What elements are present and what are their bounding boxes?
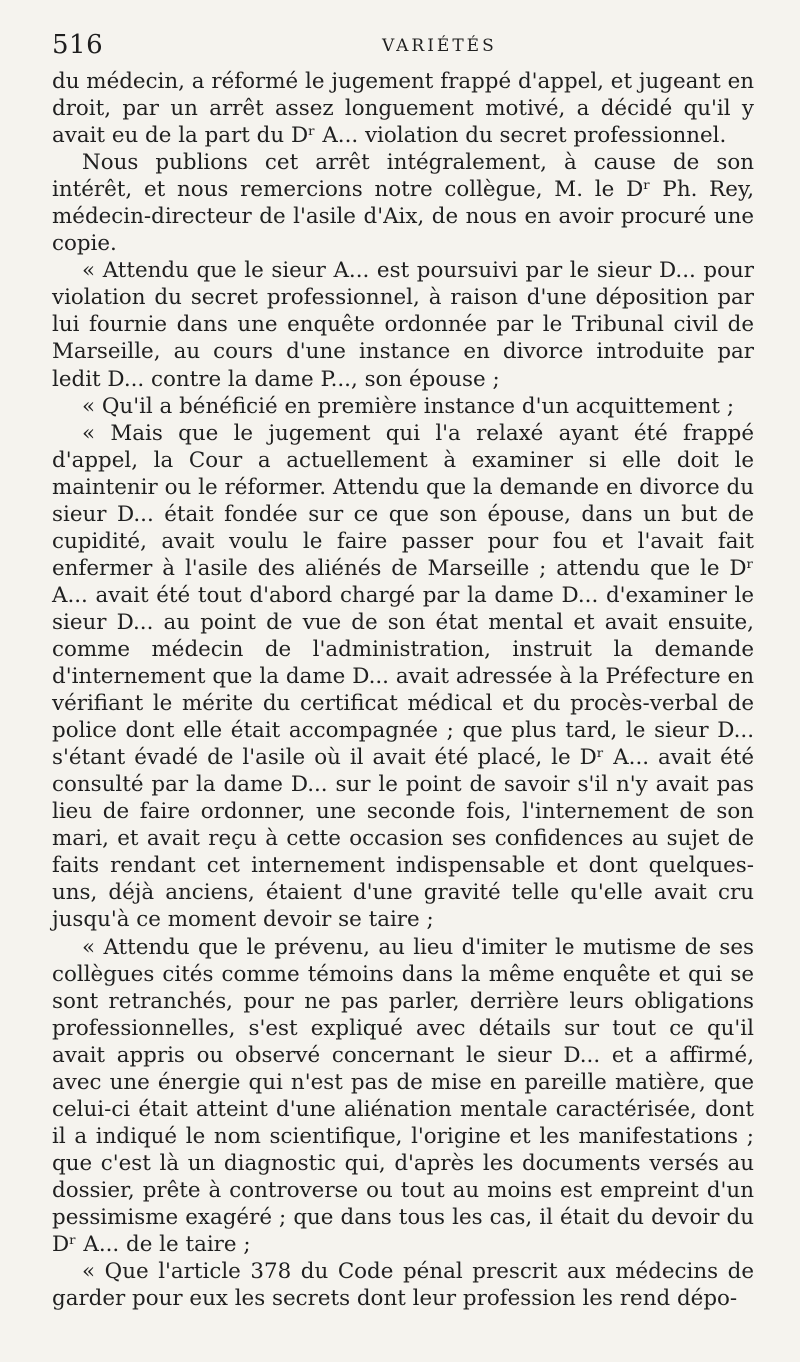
page-number: 516	[52, 30, 104, 60]
paragraph: « Qu'il a bénéficié en première instance d'un acquittement ;	[82, 393, 735, 419]
paragraph: « Que l'article 378 du Code pénal prescrit aux médecins de garder pour eux les secrets dont leur profession les rend dépo-	[52, 1259, 754, 1312]
paragraph: « Attendu que le sieur A... est poursuivi par le sieur D... pour violation du secret professionnel, à raison d'une déposition par lui fournie dans une enquête ordonnée par le Tribunal civil de Marseille, au cours d'une instance en divorce introduite par ledit D... contre la dame P..., son épouse ;	[52, 258, 754, 392]
body-text	[52, 68, 754, 1312]
paragraph: du médecin, a réformé le jugement frappé d'appel, et jugeant en droit, par un arrêt assez longuement motivé, a décidé qu'il y avait eu de la part du Dʳ A... violation du secret professionnel.	[52, 69, 754, 149]
paragraph: Nous publions cet arrêt intégralement, à cause de son intérêt, et nous remercions notre collègue, M. le Dʳ Ph. Rey, médecin-directeur de l'asile d'Aix, de nous en avoir procuré une copie.	[52, 150, 754, 257]
page-header	[52, 30, 752, 64]
running-head: VARIÉTÉS	[382, 36, 497, 56]
paragraph: « Attendu que le prévenu, au lieu d'imiter le mutisme de ses collègues cités comme témoins dans la même enquête et qui se sont retranchés, pour ne pas parler, derrière leurs obligations professionnelles, s'est expliqué avec détails sur tout ce qu'il avait appris ou observé concernant le sieur D... et a affirmé, avec une énergie qui n'est pas de mise en pareille matière, que celui-ci était atteint d'une aliénation mentale caractérisée, dont il a indiqué le nom scientifique, l'origine et les manifestations ; que c'est là un diagnostic qui, d'après les documents versés au dossier, prête à controverse ou tout au moins est empreint d'un pessimisme exagéré ; que dans tous les cas, il était du devoir du Dʳ A... de le taire ;	[52, 934, 754, 1258]
paragraph: « Mais que le jugement qui l'a relaxé ayant été frappé d'appel, la Cour a actuellement à examiner si elle doit le maintenir ou le réformer. Attendu que la demande en divorce du sieur D... était fondée sur ce que son épouse, dans un but de cupidité, avait voulu le faire passer pour fou et l'avait fait enfermer à l'asile des aliénés de Marseille ; attendu que le Dʳ A... avait été tout d'abord chargé par la dame D... d'examiner le sieur D... au point de vue de son état mental et avait ensuite, comme médecin de l'administration, instruit la demande d'internement que la dame D... avait adressée à la Préfecture en vérifiant le mérite du certificat médical et du procès-verbal de police dont elle était accompagnée ; que plus tard, le sieur D... s'étant évadé de l'asile où il avait été placé, le Dʳ A... avait été consulté par la dame D... sur le point de savoir s'il n'y avait pas lieu de faire ordonner, une seconde fois, l'internement de son mari, et avait reçu à cette occasion ses confidences au sujet de faits rendant cet internement indispensable et dont quelques-uns, déjà anciens, étaient d'une gravité telle qu'elle avait cru jusqu'à ce moment devoir se taire ;	[52, 420, 754, 933]
